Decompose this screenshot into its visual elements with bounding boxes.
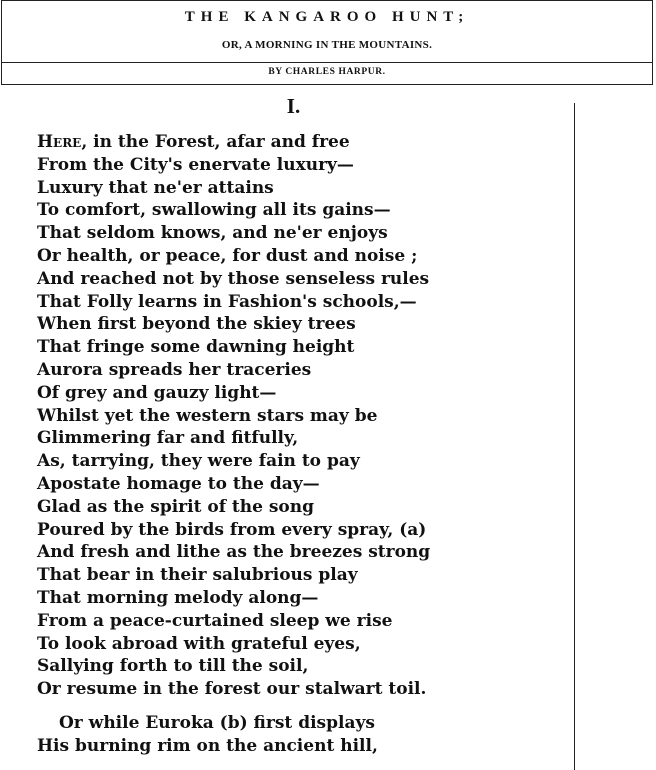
verse-line: That bear in their salubrious play: [37, 565, 358, 586]
verse-line: Of grey and gauzy light—: [37, 382, 277, 403]
verse-line: Or while Euroka (b) first displays: [59, 713, 375, 733]
verse-line: Apostate homage to the day—: [37, 473, 320, 494]
poem-title: THE KANGAROO HUNT;: [184, 9, 470, 25]
verse-line: That Folly learns in Fashion's schools,—: [37, 291, 417, 312]
verse-line: That fringe some dawning height: [37, 337, 355, 358]
verse-line: Glad as the spirit of the song: [37, 496, 315, 517]
header-box: [1, 0, 653, 85]
verse-line: [37, 131, 430, 154]
verse-line: That seldom knows, and ne'er enjoys: [37, 223, 388, 244]
verse-line: From the City's enervate luxury—: [37, 154, 354, 175]
verse-line: Or health, or peace, for dust and noise ;: [37, 245, 418, 266]
verse-line: Whilst yet the western stars may be: [37, 405, 378, 426]
verse-line: From a peace-curtained sleep we rise: [37, 610, 393, 631]
verse-line: To comfort, swallowing all its gains—: [37, 200, 391, 221]
verse-line: His burning rim on the ancient hill,: [37, 735, 378, 756]
first-word: Here: [37, 132, 82, 152]
poem-subtitle: OR, A MORNING IN THE MOUNTAINS.: [221, 39, 433, 51]
poem-stanza-1: [37, 131, 430, 701]
verse-line: And reached not by those senseless rules: [37, 268, 430, 289]
section-number: I.: [286, 94, 301, 118]
verse-line: As, tarrying, they were fain to pay: [37, 451, 360, 472]
verse-line: And fresh and lithe as the breezes strong: [37, 542, 431, 563]
poem-stanza-2: [37, 712, 378, 758]
verse-line: That morning melody along—: [37, 587, 319, 608]
verse-line: Or resume in the forest our stalwart toil.: [37, 679, 427, 700]
verse-line: Aurora spreads her traceries: [37, 359, 312, 380]
first-line-rest: , in the Forest, afar and free: [81, 132, 350, 152]
verse-line: Luxury that ne'er attains: [37, 177, 274, 198]
verse-line: To look abroad with grateful eyes,: [37, 633, 361, 654]
verse-line: Glimmering far and fitfully,: [37, 428, 299, 449]
author-byline: BY CHARLES HARPUR.: [268, 67, 386, 77]
verse-line: When first beyond the skiey trees: [37, 314, 356, 335]
verse-line: Poured by the birds from every spray, (a): [37, 519, 427, 540]
header-divider: [2, 62, 652, 63]
column-rule: [574, 103, 575, 770]
verse-line: Sallying forth to till the soil,: [37, 656, 309, 677]
